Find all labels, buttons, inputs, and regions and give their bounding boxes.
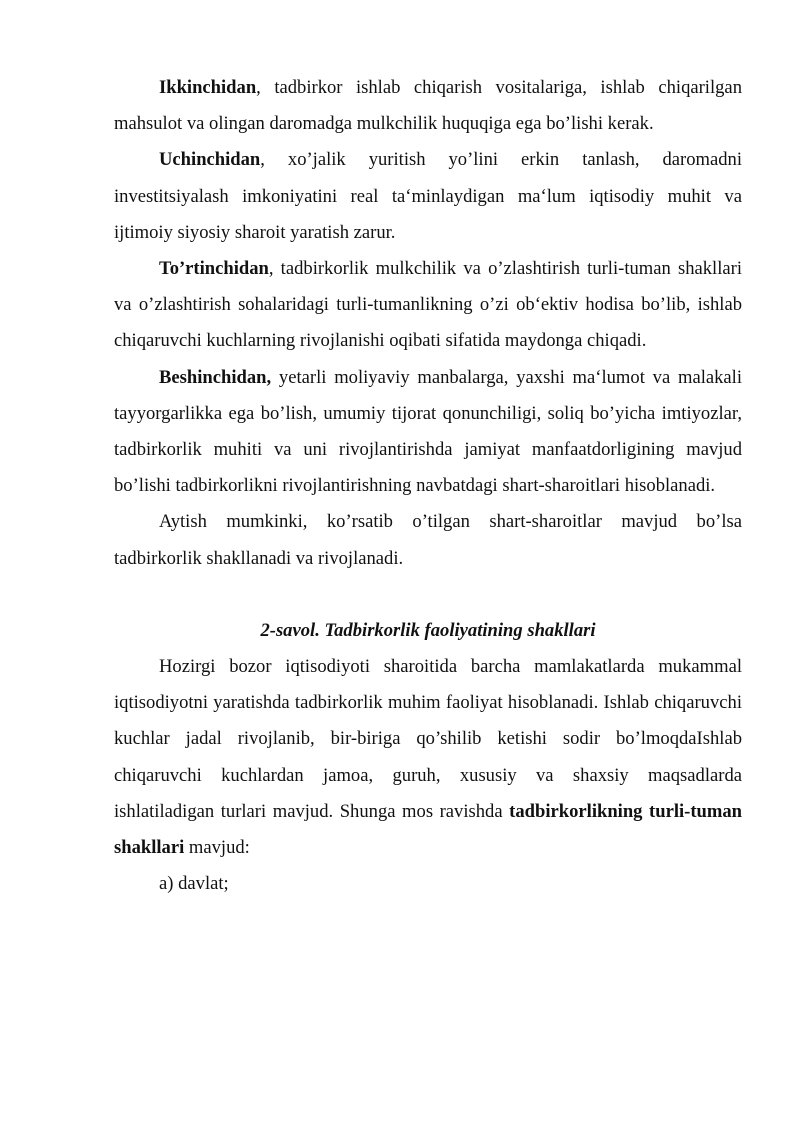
- paragraph-text: , tadbirkorlik mulkchilik va o’zlashtirish turli-tuman shakllari va o’zlashtirish sohalaridagi turli-tumanlikning o’zi ob‘ektiv hodisa bo’lib, ishlab chiqaruvchi kuchlarning rivojlanishi oqibati sifatida maydonga chiqadi.: [114, 258, 742, 352]
- paragraph-text: Hozirgi bozor iqtisodiyoti sharoitida barcha mamlakatlarda mukammal iqtisodiyotni yaratishda tadbirkorlik muhim faoliyat hisoblanadi. Ishlab chiqaruvchi kuchlar jadal rivojlanib, bir-biriga qo’shilib ketishi sodir bo’lmoqdaIshlab chiqaruvchi kuchlardan jamoa, guruh, xususiy va shaxsiy maqsadlarda ishlatiladigan turlari mavjud. Shunga mos ravishda: [114, 656, 742, 822]
- paragraph-lead: Ikkinchidan: [159, 77, 257, 98]
- paragraph-text: , tadbirkor ishlab chiqarish vositalariga, ishlab chiqarilgan mahsulot va olingan daromadga mulkchilik huquqiga ega bo’lishi kerak.: [114, 77, 742, 135]
- paragraph-text: mavjud:: [184, 837, 250, 859]
- paragraph-tortinchidan: [114, 251, 742, 360]
- paragraph-uchinchidan: [114, 142, 742, 251]
- paragraph-ikkinchidan: [114, 70, 742, 142]
- paragraph-lead: To’rtinchidan: [159, 258, 269, 280]
- paragraph-text: Aytish mumkinki, ko’rsatib o’tilgan shart-sharoitlar mavjud bo’lsa tadbirkorlik shakllanadi va rivojlanadi.: [114, 511, 742, 569]
- section-heading: 2-savol. Tadbirkorlik faoliyatining shakllari: [260, 619, 596, 641]
- paragraph-lead: Beshinchidan,: [159, 366, 272, 388]
- paragraph-beshinchidan: [114, 360, 742, 505]
- document-page: [114, 70, 742, 902]
- paragraph-text: , xo’jalik yuritish yo’lini erkin tanlash, daromadni investitsiyalash imkoniyatini real ta‘minlaydigan ma‘lum iqtisodiy muhit va ijtimoiy siyosiy sharoit yaratish zarur.: [114, 149, 742, 243]
- paragraph-bold-phrase: tadbirkorlikning turli-tuman shakllari: [114, 800, 742, 859]
- list-item: a) davlat;: [159, 873, 229, 895]
- paragraph-conclusion: [114, 504, 742, 576]
- paragraph-section-intro: [114, 649, 742, 866]
- paragraph-text: yetarli moliyaviy manbalarga, yaxshi ma‘lumot va malakali tayyorgarlikka ega bo’lish, umumiy tijorat qonunchiligi, soliq bo’yicha imtiyozlar, tadbirkorlik muhiti va uni rivojlantirishda jamiyat manfaatdorligining mavjud bo’lishi tadbirkorlikni rivojlantirishning navbatdagi shart-sharoitlari hisoblanadi.: [114, 366, 742, 497]
- paragraph-lead: Uchinchidan: [159, 149, 261, 171]
